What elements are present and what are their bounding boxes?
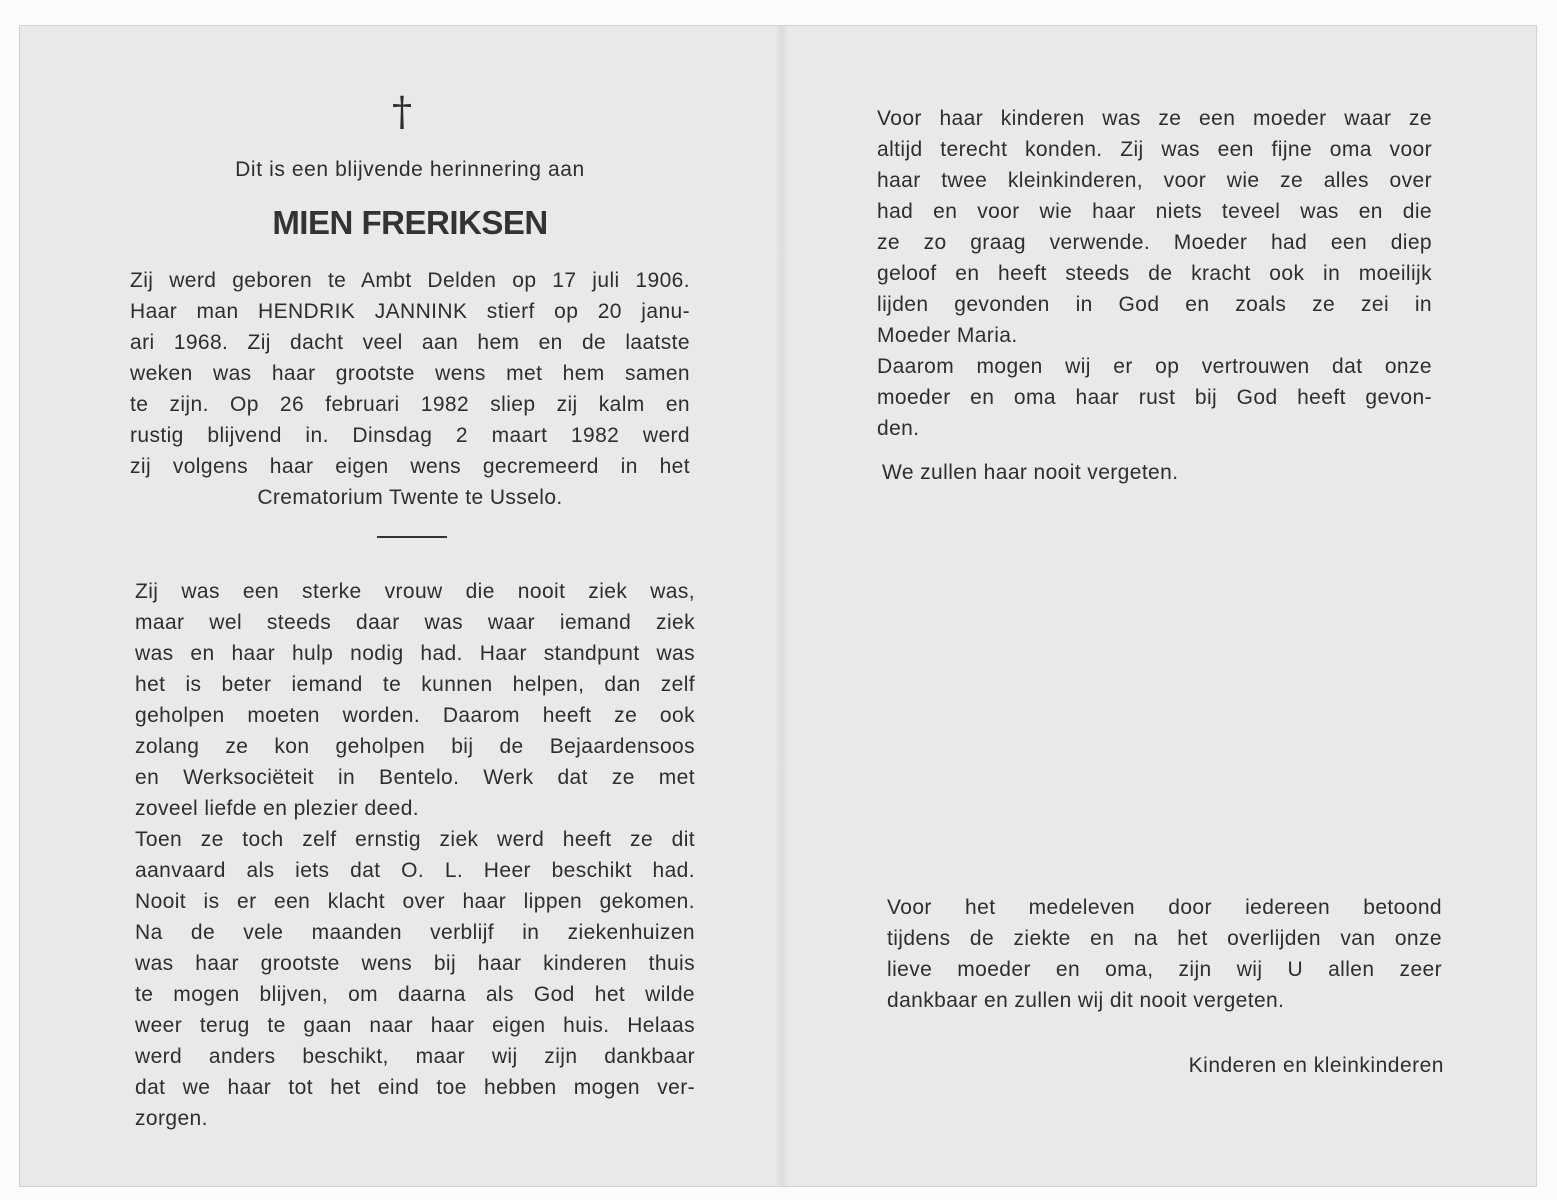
card-fold [775,26,789,1186]
text-line: had en voor wie haar niets teveel was en die [877,200,1432,223]
text-line: zoveel liefde en plezier deed. [135,797,420,820]
text-line: te zijn. Op 26 februari 1982 sliep zij kalm en [130,393,690,416]
text-line: den. [877,417,920,440]
signature: Kinderen en kleinkinderen [1188,1054,1444,1077]
text-line: weer terug te gaan naar haar eigen huis. Helaas [135,1014,695,1037]
text-line: Moeder Maria. [877,324,1018,347]
text-line: ari 1968. Zij dacht veel aan hem en de laatste [130,331,690,354]
text-line: was en haar hulp nodig had. Haar standpunt was [135,642,695,665]
text-line: ze zo graag verwende. Moeder had een diep [877,231,1432,254]
text-line: weken was haar grootste wens met hem samen [130,362,690,385]
text-line: zorgen. [135,1107,208,1130]
closing-text: We zullen haar nooit vergeten. [882,461,1179,484]
text-line: geloof en heeft steeds de kracht ook in moeilijk [877,262,1432,285]
text-line: werd anders beschikt, maar wij zijn dankbaar [135,1045,695,1068]
text-line: Crematorium Twente te Usselo. [257,486,563,509]
character-paragraph [135,576,695,1134]
text-line: en Werksociëteit in Bentelo. Werk dat ze met [135,766,695,789]
text-line: maar wel steeds daar was waar iemand ziek [135,611,695,634]
text-line: Daarom mogen wij er op vertrouwen dat onze [877,355,1432,378]
text-line: zij volgens haar eigen wens gecremeerd in het [130,455,690,478]
text-line: lieve moeder en oma, zijn wij U allen zeer [887,958,1442,981]
text-line: was haar grootste wens bij haar kinderen thuis [135,952,695,975]
thanks-paragraph [887,892,1442,1016]
text-line: Na de vele maanden verblijf in ziekenhuizen [135,921,695,944]
text-line: aanvaard als iets dat O. L. Heer beschikt had. [135,859,695,882]
text-line: dat we haar tot het eind toe hebben mogen ver- [135,1076,695,1099]
text-line: te mogen blijven, om daarna als God het wilde [135,983,695,1006]
divider [377,536,447,538]
text-line: Haar man HENDRIK JANNINK stierf op 20 janu- [130,300,690,323]
text-line: moeder en oma haar rust bij God heeft gevon- [877,386,1432,409]
text-line: Voor het medeleven door iedereen betoond [887,896,1442,919]
text-line: Nooit is er een klacht over haar lippen gekomen. [135,890,695,913]
deceased-name: MIEN FRERIKSEN [272,204,548,241]
cross-icon: † [392,89,412,135]
text-line: rustig blijvend in. Dinsdag 2 maart 1982 werd [130,424,690,447]
text-line: tijdens de ziekte en na het overlijden van onze [887,927,1442,950]
text-line: lijden gevonden in God en zoals ze zei in [877,293,1432,316]
text-line: Zij werd geboren te Ambt Delden op 17 juli 1906. [130,269,690,292]
text-line: Voor haar kinderen was ze een moeder waar ze [877,107,1432,130]
closing-line [882,457,1178,488]
text-line: het is beter iemand te kunnen helpen, dan zelf [135,673,695,696]
text-line: haar twee kleinkinderen, voor wie ze alles over [877,169,1432,192]
text-line: geholpen moeten worden. Daarom heeft ze ook [135,704,695,727]
text-line: Toen ze toch zelf ernstig ziek werd heeft ze dit [135,828,695,851]
biography-paragraph [130,265,690,513]
text-line: altijd terecht konden. Zij was een fijne oma voor [877,138,1432,161]
text-line: dankbaar en zullen wij dit nooit vergeten. [887,989,1285,1012]
family-paragraph [877,103,1432,444]
intro-text: Dit is een blijvende herinnering aan [235,158,585,181]
text-line: zolang ze kon geholpen bij de Bejaardensoos [135,735,695,758]
text-line: Zij was een sterke vrouw die nooit ziek was, [135,580,695,603]
